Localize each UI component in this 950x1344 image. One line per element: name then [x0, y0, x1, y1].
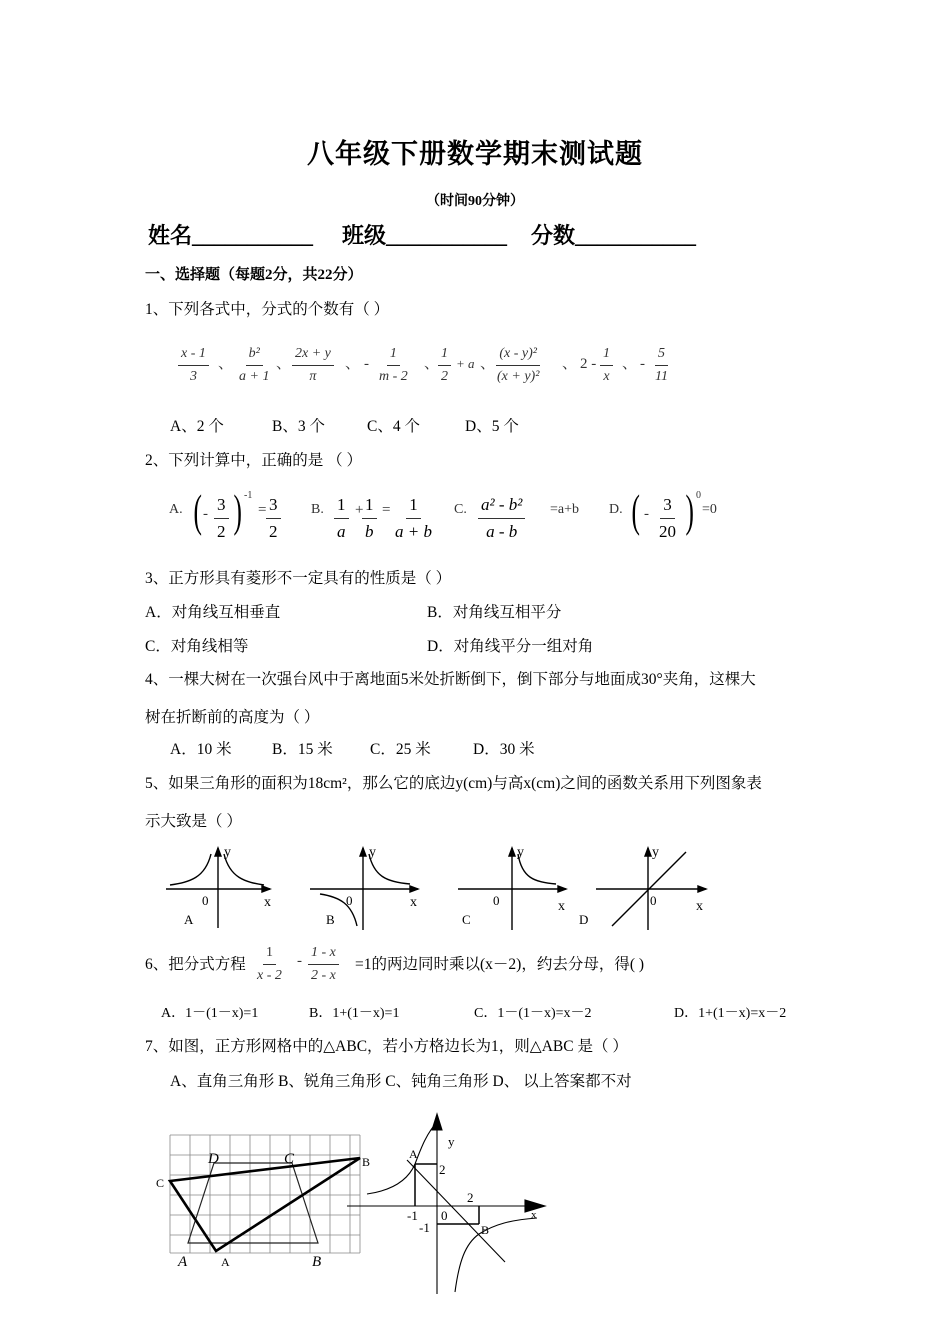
q5-graphs	[160, 842, 730, 932]
q5b-label: B	[326, 912, 335, 927]
q4-option-d: D．30 米	[473, 741, 535, 758]
y-arrow-icon	[509, 848, 515, 856]
option-label: D.	[609, 502, 623, 517]
fraction	[656, 494, 679, 543]
q1-fraction-1	[178, 345, 209, 386]
numerator: 1	[263, 944, 276, 965]
q5-graph-d	[596, 848, 706, 930]
q3-option-c: C．对角线相等	[145, 638, 249, 655]
coord-figure	[345, 1112, 555, 1297]
q6-fraction-1	[254, 944, 285, 985]
hyperbola-lower	[455, 1218, 537, 1292]
numerator: 3	[266, 494, 281, 519]
denominator: 11	[655, 369, 668, 384]
numerator: 1	[387, 345, 400, 366]
q7-options: A、直角三角形 B、锐角三角形 C、钝角三角形 D、 以上答案都不对	[170, 1073, 632, 1090]
q3-option-d: D．对角线平分一组对角	[427, 638, 594, 655]
separator: 、	[562, 356, 578, 372]
q5c-x-label: x	[558, 899, 565, 914]
q5d-x-label: x	[696, 899, 703, 914]
option-label: C.	[454, 502, 467, 517]
fraction-1	[334, 494, 349, 543]
grid-label-c-top: C	[284, 1151, 295, 1167]
denominator: x - 2	[257, 968, 282, 983]
q6-option-c: C．1－(1－x)=x－2	[474, 1006, 592, 1021]
result-fraction	[266, 494, 281, 543]
numerator: (x - y)²	[496, 345, 540, 366]
numerator: a² - b²	[478, 494, 525, 519]
option-label: A.	[169, 502, 183, 517]
numerator: 5	[655, 345, 668, 366]
numerator: 1	[334, 494, 349, 519]
q4-option-b: B．15 米	[272, 741, 333, 758]
denominator: a + b	[395, 522, 432, 541]
fraction-2	[362, 494, 377, 543]
q4-option-a: A．10 米	[170, 741, 232, 758]
hyperbola-upper	[367, 1120, 439, 1194]
numerator: 1	[406, 494, 421, 519]
minus-sign: -	[203, 506, 208, 522]
separator: 、	[424, 356, 440, 372]
coord-y-label: y	[448, 1134, 455, 1149]
minus-sign: -	[364, 356, 369, 372]
coord-x-label: x	[531, 1209, 537, 1221]
denominator: 3	[189, 369, 197, 384]
q5c-origin: 0	[493, 893, 500, 908]
q6-fraction-2	[308, 944, 339, 985]
denominator: 2	[441, 369, 448, 384]
coord-origin: 0	[441, 1208, 448, 1223]
denominator: a - b	[486, 522, 518, 541]
separator: 、	[276, 356, 292, 372]
numerator: 1	[600, 345, 613, 366]
numerator: 2x + y	[292, 345, 334, 366]
coord-point-a: A	[409, 1147, 418, 1161]
grid-label-a-italic: A	[178, 1254, 188, 1270]
result: =0	[702, 502, 717, 517]
q5a-label: A	[184, 912, 194, 927]
numerator: 1 - x	[308, 944, 339, 965]
grid-label-a: A	[221, 1255, 230, 1269]
q1-fraction-7	[600, 345, 613, 386]
coord-tick-neg1-x: -1	[407, 1208, 418, 1223]
separator: 、	[345, 356, 361, 372]
y-arrow-icon	[215, 848, 221, 856]
plus: +	[355, 502, 364, 518]
q5b-x-label: x	[410, 895, 417, 910]
coord-tick-neg1-y: -1	[419, 1220, 430, 1235]
name-field: 姓名___________	[148, 223, 314, 248]
q5a-origin: 0	[202, 893, 209, 908]
denominator: a	[337, 522, 346, 541]
denominator: a + 1	[239, 369, 270, 384]
q5b-origin: 0	[346, 893, 353, 908]
numerator: x - 1	[178, 345, 209, 366]
numerator: 3	[214, 494, 229, 519]
equals: =	[382, 502, 391, 518]
grid-lines	[170, 1135, 360, 1253]
result-fraction	[392, 494, 435, 543]
q1-option-c: C、4 个	[367, 418, 420, 435]
q3-option-b: B．对角线互相平分	[427, 604, 562, 621]
q1-option-b: B、3 个	[272, 418, 325, 435]
q2-stem: 2、下列计算中，正确的是 （ ）	[145, 452, 363, 469]
section-heading: 一、选择题（每题2分，共22分）	[145, 267, 363, 283]
two-minus: 2 -	[580, 356, 597, 372]
denominator: 2 - x	[311, 968, 336, 983]
q6-stem-post: =1的两边同时乘以(x－2)，约去分母，得( )	[355, 956, 645, 973]
right-paren: )	[233, 485, 242, 536]
curve-left	[170, 854, 211, 885]
q1-fraction-2	[236, 345, 272, 386]
q4-line-1: 4、一棵大树在一次强台风中于离地面5米处折断倒下，倒下部分与地面成30°夹角，这棵大	[145, 671, 756, 688]
page-title: 八年级下册数学期末测试题	[307, 139, 643, 169]
denominator: 20	[659, 522, 676, 541]
q5a-y-label: y	[224, 845, 231, 860]
denominator: b	[365, 522, 374, 541]
line-ab	[407, 1160, 505, 1262]
q5-graph-a	[166, 848, 270, 928]
denominator: (x + y)²	[497, 369, 540, 384]
q5-graph-c	[458, 848, 566, 930]
denominator: x	[603, 369, 610, 384]
left-paren: (	[631, 485, 640, 536]
q4-option-c: C．25 米	[370, 741, 431, 758]
exponent: -1	[244, 490, 253, 501]
time-note: （时间90分钟）	[426, 194, 524, 209]
triangle-abc	[170, 1158, 360, 1251]
class-field: 班级___________	[342, 223, 508, 248]
q1-option-d: D、5 个	[465, 418, 519, 435]
option-label: B.	[311, 502, 324, 517]
score-field: 分数___________	[531, 223, 697, 248]
q1-stem: 1、下列各式中，分式的个数有（ ）	[145, 301, 390, 318]
q4-line-2: 树在折断前的高度为（ ）	[145, 709, 320, 726]
grid-label-b: B	[312, 1254, 322, 1270]
right-paren: )	[685, 485, 694, 536]
x-arrow-icon	[410, 886, 418, 892]
denominator: 2	[269, 522, 278, 541]
equals: =	[258, 502, 267, 518]
separator: 、	[480, 356, 496, 372]
q3-option-a: A．对角线互相垂直	[145, 604, 281, 621]
q5b-y-label: y	[369, 845, 376, 860]
denominator: π	[309, 369, 317, 384]
minus-sign: -	[297, 953, 302, 969]
q1-fraction-8	[652, 345, 671, 386]
numerator: b²	[246, 345, 263, 366]
y-arrow-icon	[645, 848, 651, 856]
q6-option-a: A．1－(1－x)=1	[161, 1006, 259, 1021]
denominator: 2	[217, 522, 226, 541]
numerator: 1	[438, 345, 451, 366]
grid-label-d: D	[208, 1151, 219, 1167]
fraction	[214, 494, 229, 543]
coord-tick-2y: 2	[439, 1162, 446, 1177]
q5c-y-label: y	[517, 845, 524, 860]
plus-a: + a	[456, 356, 475, 371]
separator: 、	[622, 356, 638, 372]
q5d-label: D	[579, 912, 589, 927]
minus-sign: -	[644, 506, 649, 522]
numerator: 1	[362, 494, 377, 519]
q5a-x-label: x	[264, 895, 271, 910]
q5c-label: C	[462, 912, 471, 927]
x-arrow-icon	[698, 886, 706, 892]
q5-line-1: 5、如果三角形的面积为18cm²，那么它的底边y(cm)与高x(cm)之间的函数关系用下列图象表	[145, 775, 762, 792]
q1-fraction-5	[438, 345, 451, 386]
q3-stem: 3、正方形具有菱形不一定具有的性质是（ ）	[145, 570, 452, 587]
separator: 、	[218, 356, 234, 372]
grid-label-c-left: C	[156, 1176, 165, 1190]
q1-fraction-6	[494, 345, 542, 386]
result: =a+b	[550, 502, 580, 517]
exponent: 0	[696, 490, 701, 501]
q5d-y-label: y	[652, 845, 659, 860]
q6-option-b: B．1+(1－x)=1	[309, 1006, 400, 1021]
x-arrow-icon	[558, 886, 566, 892]
q6-stem-pre: 6、把分式方程	[145, 956, 246, 973]
fraction	[478, 494, 525, 543]
q5-line-2: 示大致是（ ）	[145, 813, 242, 830]
grid-label-b-right: B	[362, 1155, 371, 1169]
numerator: 3	[660, 494, 675, 519]
y-arrow-icon	[360, 848, 366, 856]
left-paren: (	[193, 485, 202, 536]
denominator: m - 2	[379, 369, 408, 384]
x-arrow-icon	[262, 886, 270, 892]
q6-option-d: D．1+(1－x)=x－2	[674, 1006, 787, 1021]
q7-stem: 7、如图，正方形网格中的△ABC，若小方格边长为1，则△ABC 是（ ）	[145, 1038, 628, 1055]
q1-fraction-4	[376, 345, 411, 386]
minus-sign: -	[640, 356, 645, 372]
coord-tick-2x: 2	[467, 1190, 474, 1205]
q1-option-a: A、2 个	[170, 418, 224, 435]
q5d-origin: 0	[650, 893, 657, 908]
coord-point-b: B	[481, 1223, 490, 1237]
q1-fraction-3	[292, 345, 334, 386]
